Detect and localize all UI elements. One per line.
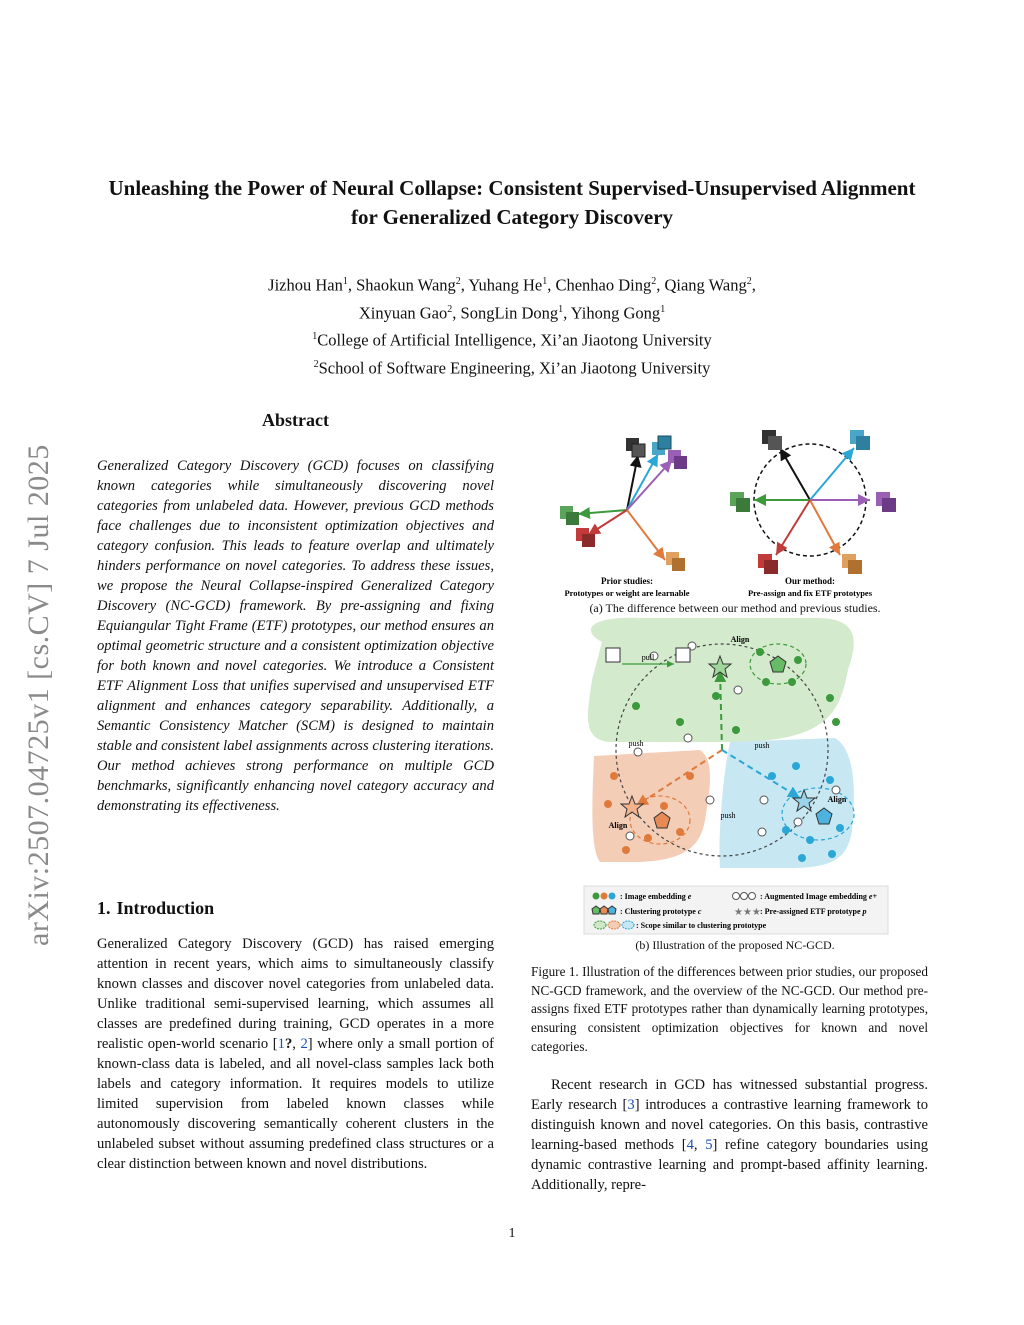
citation-link[interactable]: 3 bbox=[627, 1097, 635, 1113]
author-affiliation-mark: 1 bbox=[542, 276, 548, 287]
paper-title: Unleashing the Power of Neural Collapse: Consistent Supervised-Unsupervised Alignment for Generalized Category Discovery bbox=[108, 176, 916, 229]
svg-text:: Pre-assigned ETF prototype p: : Pre-assigned ETF prototype p bbox=[760, 907, 867, 916]
author-affiliation-mark: 2 bbox=[746, 276, 752, 287]
author-affiliation-mark: 2 bbox=[447, 303, 453, 315]
abstract-text: Generalized Category Discovery (GCD) focuses on classifying known categories while simultaneously discovering novel categories from unlabeled data. However, previous GCD methods face challenges due to inconsistent optimization objectives and category confusion. This leads to feature overlap and ultimately hinders performance on novel categories. To address these issues, we propose the Neural Collapse-inspired Generalized Category Discovery (NC-GCD) framework. By pre-assigning and fixing Equiangular Tight Frame (ETF) prototypes, our method ensures an optimal geometric structure and a consistent optimization objective for both known and novel categories. We introduce a Consistent ETF Alignment Loss that unifies supervised and unsupervised ETF alignment and enhances category separability. Additionally, a Semantic Consistency Matcher (SCM) is designed to maintain stable and consistent label assignments across clustering iterations. Our method achieves strong performance on multiple GCD benchmarks, significantly enhancing novel category accuracy and demonstrating its effectiveness. bbox=[97, 458, 494, 814]
citation-link[interactable]: 2 bbox=[300, 1036, 308, 1052]
author-name: Shaokun Wang bbox=[356, 275, 456, 295]
author-affiliation-mark: 1 bbox=[660, 303, 666, 315]
svg-text:Our method:: Our method: bbox=[784, 576, 836, 586]
author-affiliation-mark: 1 bbox=[342, 276, 348, 287]
author-affiliation-mark: 2 bbox=[651, 276, 657, 287]
citation-link[interactable]: 5 bbox=[705, 1137, 713, 1153]
author-affiliation-mark: 1 bbox=[558, 303, 564, 315]
svg-text:★★★: ★★★ bbox=[734, 907, 761, 918]
intro-heading: 1. Introduction bbox=[97, 898, 215, 918]
svg-text:Align: Align bbox=[730, 635, 750, 644]
author-name: Jizhou Han bbox=[268, 275, 343, 295]
svg-text:: Scope similar to clustering: : Scope similar to clustering prototype bbox=[636, 921, 767, 930]
affiliation-1: $^1$College of Artificial Intelligence, Xi’an Jiaotong University bbox=[312, 330, 712, 350]
arxiv-side-stamp: arXiv:2507.04725v1 [cs.CV] 7 Jul 2025 bbox=[22, 444, 55, 946]
figure-1b-caption: (b) Illustration of the proposed NC-GCD. bbox=[635, 938, 835, 952]
figure-1-caption: Figure 1. Illustration of the differences between prior studies, our proposed NC-GCD framework, and the overview of the NC-GCD. Our method pre-assigns fixed ETF prototypes rather than dynamically learning prototypes, ensuring consistent optimization objectives for known and novel categories. bbox=[531, 964, 928, 1054]
figure-legend bbox=[584, 886, 888, 934]
author-line-1: Jizhou Han$^1$, Shaokun Wang$^2$, Yuhang He$^1$, Chenhao Ding$^2$, Qiang Wang$^2$, bbox=[268, 275, 756, 295]
figure-1-graphic bbox=[540, 420, 930, 940]
svg-text:: Clustering prototype c: : Clustering prototype c bbox=[620, 907, 702, 916]
author-name: Xinyuan Gao bbox=[358, 303, 448, 322]
page-number: 1 bbox=[508, 1226, 516, 1241]
right-column-paragraph: Recent research in GCD has witnessed substantial progress. Early research [3] introduces a contrastive learning framework to distinguish known and novel categories. On this basis, contrastive learning-based methods [4, 5] refine category boundaries using dynamic contrastive learning and prompt-based affinity learning. Additionally, repre- bbox=[531, 1077, 928, 1193]
citation-link[interactable]: 1 bbox=[277, 1036, 285, 1052]
svg-text:pull: pull bbox=[641, 653, 655, 662]
svg-text:push: push bbox=[628, 739, 644, 748]
author-name: Yihong Gong bbox=[570, 303, 661, 322]
svg-text:push: push bbox=[720, 811, 736, 820]
svg-text:Align: Align bbox=[608, 821, 628, 830]
svg-text:Pre-assign and fix ETF prototy: Pre-assign and fix ETF prototypes bbox=[747, 588, 873, 598]
svg-text:: Image embedding e: : Image embedding e bbox=[620, 892, 692, 901]
author-block bbox=[96, 270, 928, 380]
svg-text:: Augmented Image embedding e+: : Augmented Image embedding e+ bbox=[760, 892, 877, 901]
citation-link[interactable]: 4 bbox=[686, 1137, 694, 1153]
author-name: SongLin Dong bbox=[460, 303, 559, 322]
figure-1a-caption: (a) The difference between our method and previous studies. bbox=[589, 601, 881, 615]
author-name: Qiang Wang bbox=[664, 275, 747, 295]
abstract-heading: Abstract bbox=[262, 410, 329, 430]
author-line-2: Xinyuan Gao$^2$, SongLin Dong$^1$, Yihong Gong$^1$ bbox=[358, 303, 666, 322]
nc-gcd-diagram bbox=[584, 618, 888, 934]
svg-text:push: push bbox=[754, 741, 770, 750]
our-method-diagram bbox=[730, 430, 896, 598]
author-name: Yuhang He bbox=[468, 275, 543, 295]
affiliation-2: $^2$School of Software Engineering, Xi’an Jiaotong University bbox=[313, 358, 711, 377]
svg-text:Prototypes or weight are learn: Prototypes or weight are learnable bbox=[564, 588, 690, 598]
svg-text:Prior studies:: Prior studies: bbox=[600, 576, 654, 586]
author-name: Chenhao Ding bbox=[555, 275, 652, 295]
intro-paragraph: Generalized Category Discovery (GCD) has raised emerging attention in recent years, which aims to simultaneously classify known classes and discover novel categories from unlabeled data. Unlike traditional semi-supervised learning, which assumes all classes are predefined during training, GCD operates in a more realistic open-world scenario [1?, 2] where only a small portion of known-class data is labeled, and all novel-class samples lack both labels and category information. It requires models to utilize limited supervision from labeled known classes while autonomously discovering semantically coherent clusters in the unlabeled subset without assuming predefined class structures or a clear distinction between known and novel distributions. bbox=[97, 936, 494, 1172]
author-affiliation-mark: 2 bbox=[455, 276, 461, 287]
prior-studies-diagram bbox=[560, 436, 690, 598]
svg-text:Align: Align bbox=[827, 795, 847, 804]
